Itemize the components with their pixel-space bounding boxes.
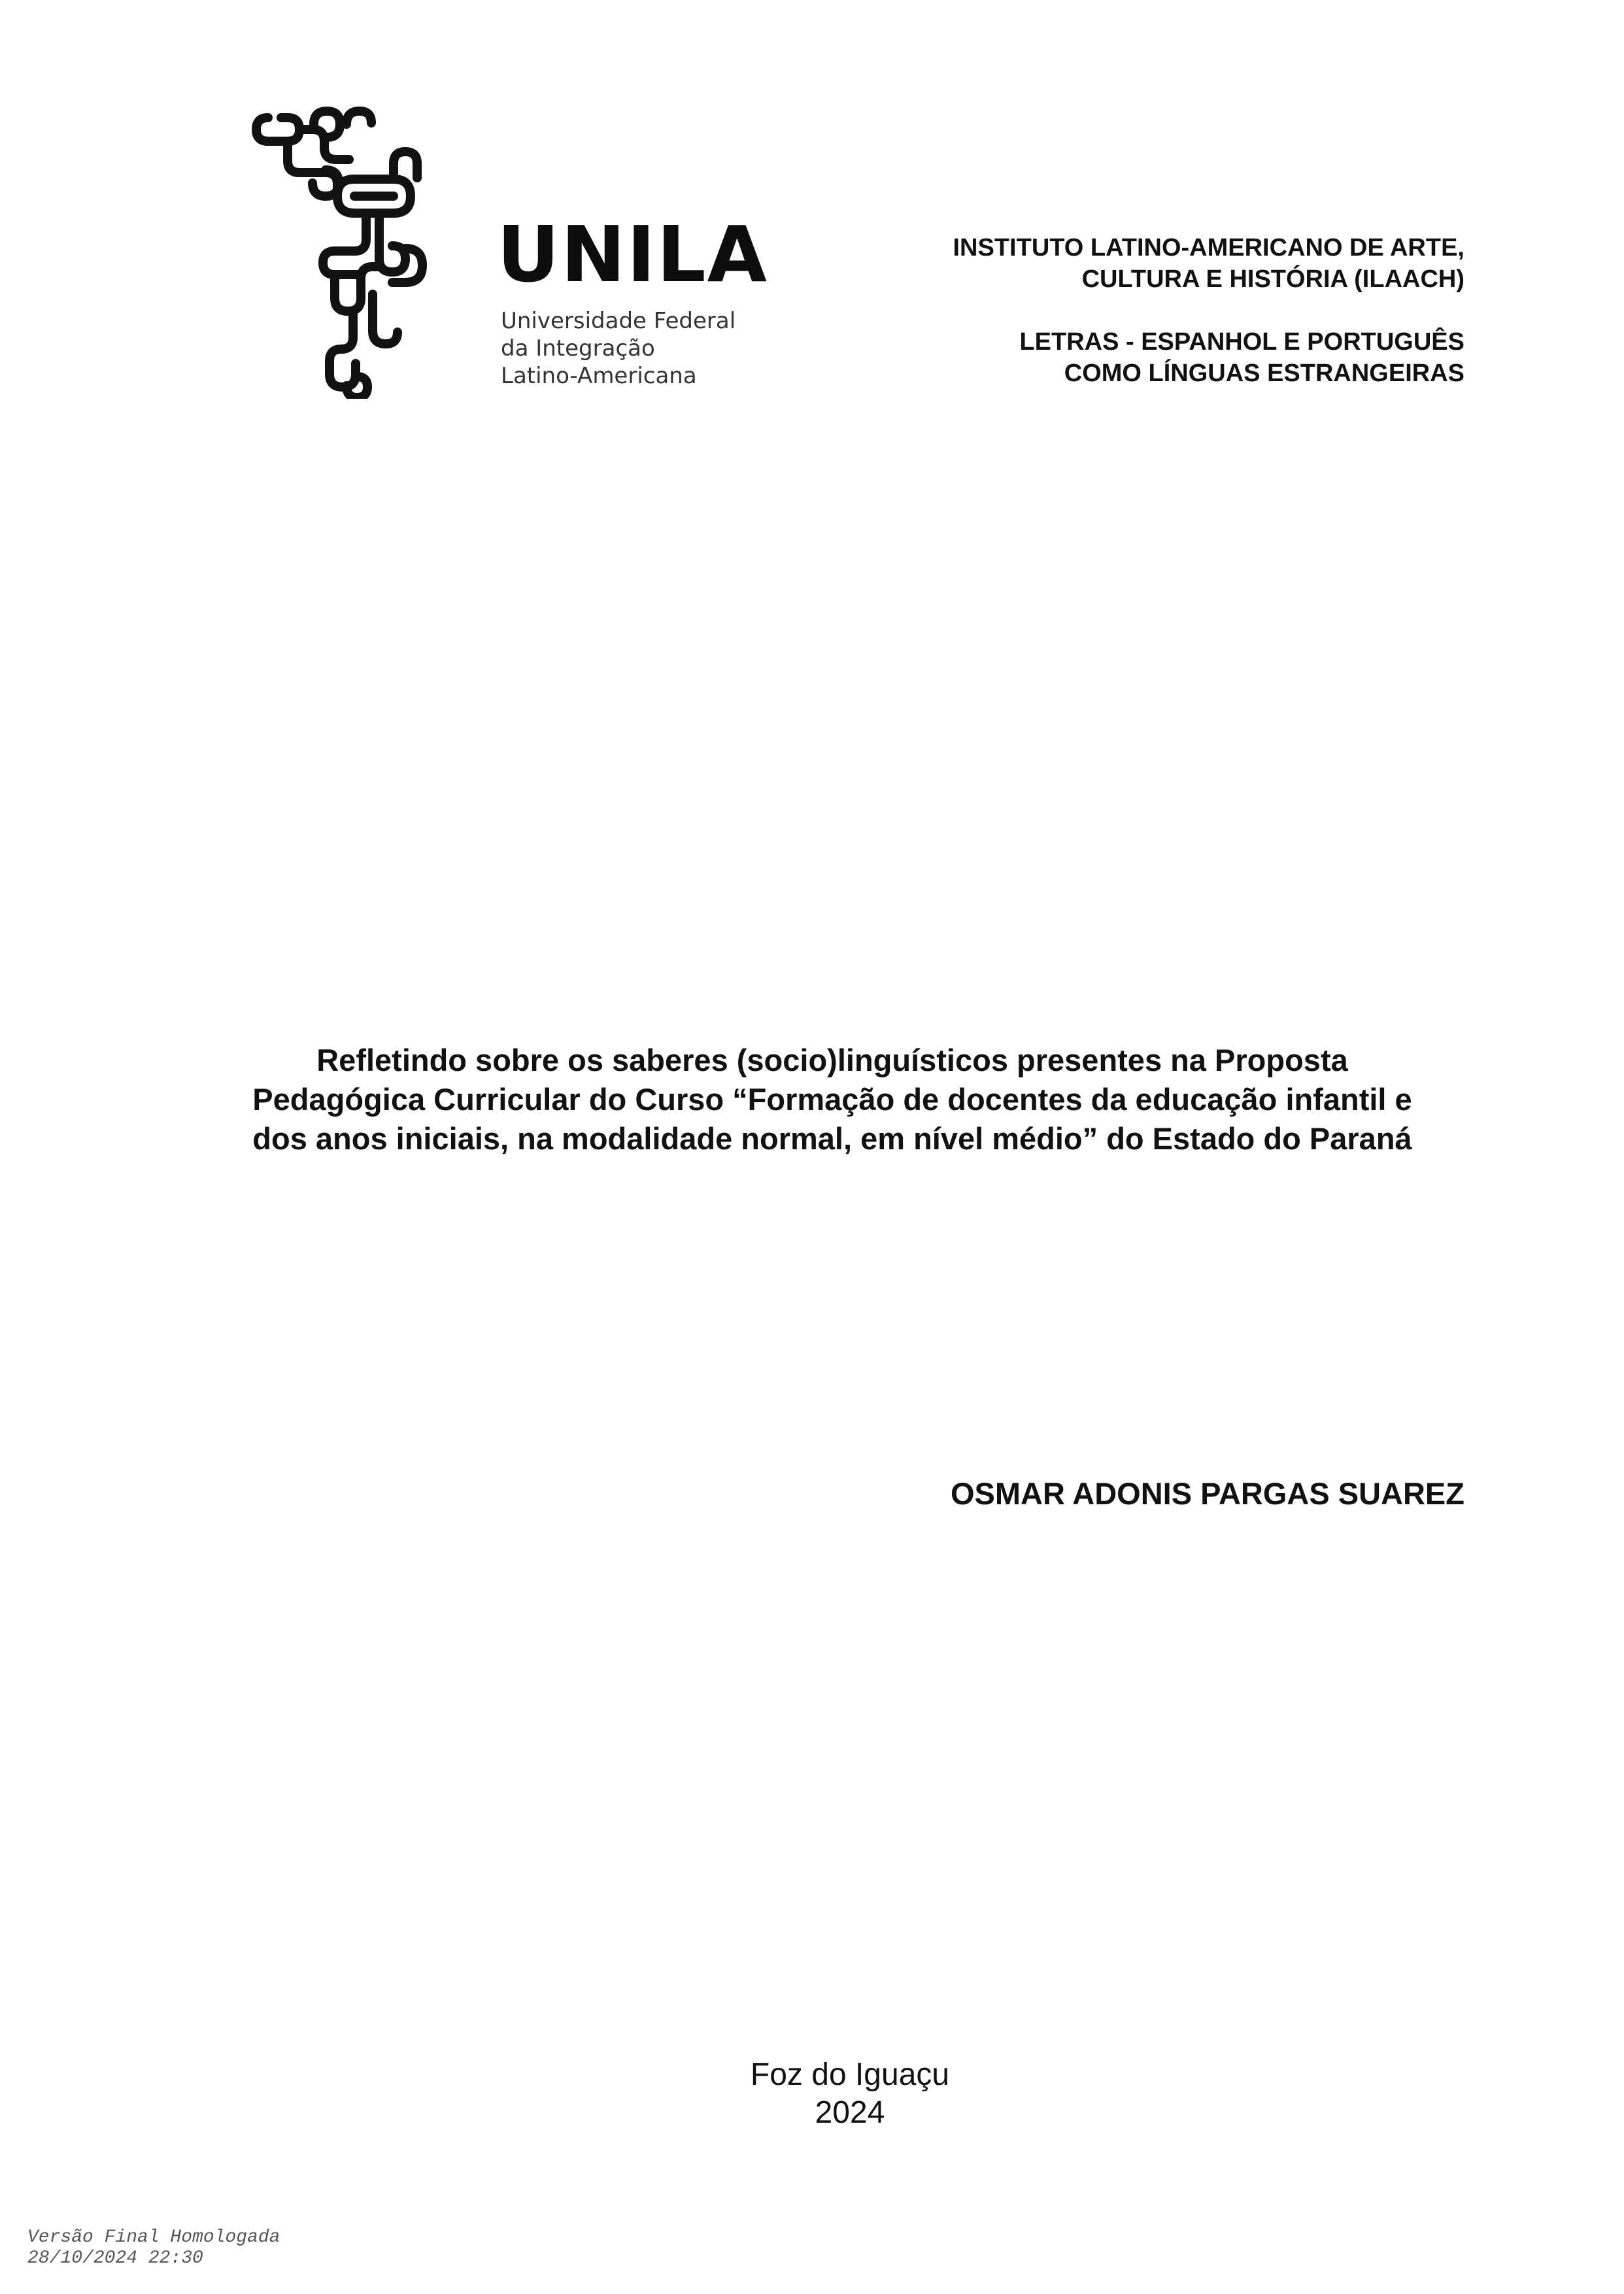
place: Foz do Iguaçu <box>750 2057 950 2092</box>
course-line: COMO LÍNGUAS ESTRANGEIRAS <box>1064 360 1464 387</box>
logo-wordmark: UNILA <box>497 209 768 299</box>
institute-line: INSTITUTO LATINO-AMERICANO DE ARTE, <box>953 234 1464 261</box>
title-line: dos anos iniciais, na modalidade normal, em nível médio” do Estado do Paraná <box>252 1121 1412 1156</box>
logo-subtitle-line: Latino-Americana <box>501 363 697 389</box>
title-line: Refletindo sobre os saberes (socio)linguísticos presentes na Proposta <box>316 1043 1348 1077</box>
logo-subtitle-line: da Integração <box>501 335 655 362</box>
logo-subtitle <box>501 307 736 390</box>
author-name: OSMAR ADONIS PARGAS SUAREZ <box>951 1476 1464 1511</box>
title-line: Pedagógica Curricular do Curso “Formação de docentes da educação infantil e <box>252 1082 1412 1117</box>
logo-subtitle-line: Universidade Federal <box>501 308 736 334</box>
document-title <box>196 1041 1468 1158</box>
course-name <box>745 326 1464 389</box>
stamp-line: 28/10/2024 22:30 <box>27 2248 203 2269</box>
version-stamp <box>27 2227 280 2269</box>
unila-logo <box>248 98 768 399</box>
institute-line: CULTURA E HISTÓRIA (ILAACH) <box>1081 265 1464 293</box>
place-and-year <box>654 2056 1046 2132</box>
unila-map-knot-icon <box>248 98 484 399</box>
institute-name <box>745 232 1464 295</box>
stamp-line: Versão Final Homologada <box>27 2227 280 2248</box>
institution-header <box>745 232 1464 420</box>
year: 2024 <box>815 2095 885 2130</box>
course-line: LETRAS - ESPANHOL E PORTUGUÊS <box>1019 328 1464 356</box>
